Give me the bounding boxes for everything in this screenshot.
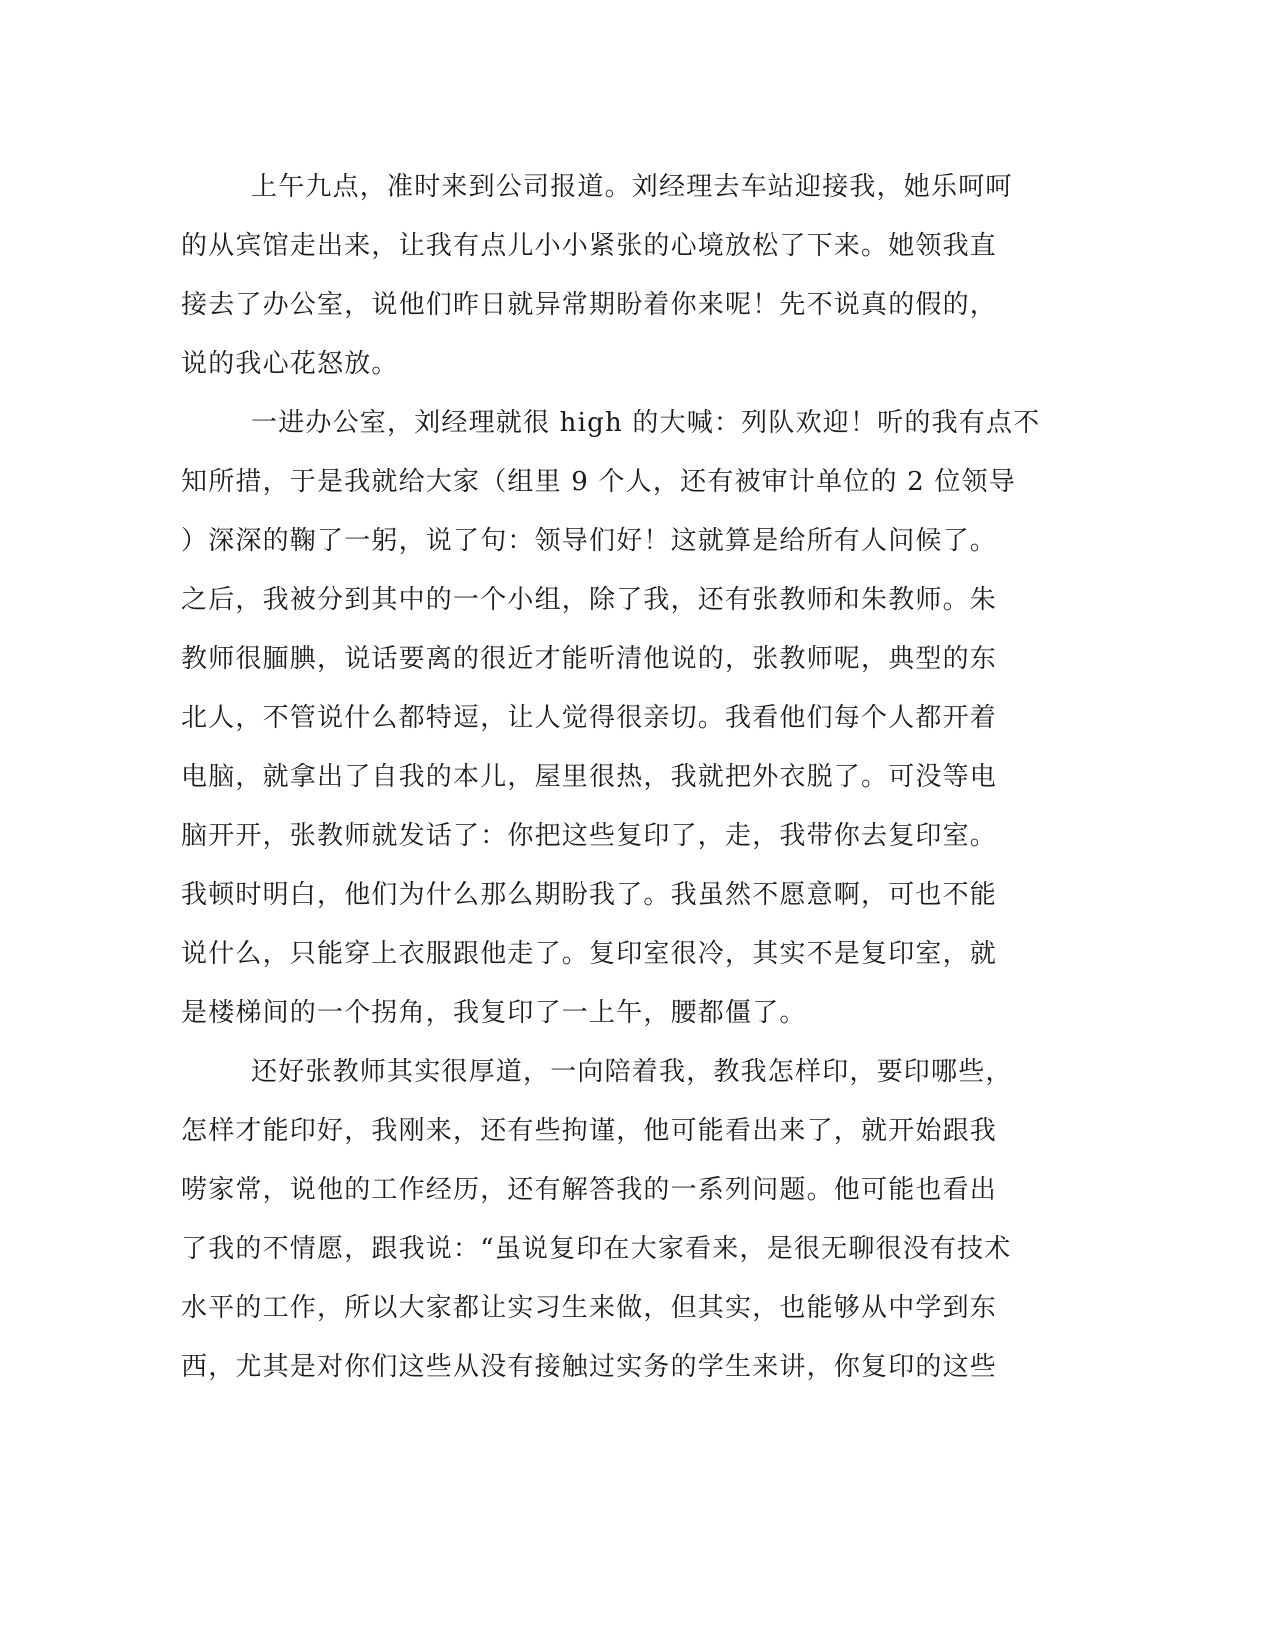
- text-line: 接去了办公室，说他们昨日就异常期盼着你来呢！先不说真的假的，: [181, 290, 998, 320]
- text-line: 了我的不情愿，跟我说：“虽说复印在大家看来，是很无聊很没有技术: [181, 1234, 1012, 1264]
- text-line: 说的我心花怒放。: [181, 349, 399, 379]
- text-line: 是楼梯间的一个拐角，我复印了一上午，腰都僵了。: [181, 998, 807, 1028]
- text-line: 说什么，只能穿上衣服跟他走了。复印室很冷，其实不是复印室，就: [181, 939, 998, 969]
- text-line: 北人，不管说什么都特逗，让人觉得很亲切。我看他们每个人都开着: [181, 703, 998, 733]
- body-text: [181, 158, 1041, 1397]
- text-line: 一进办公室，刘经理就很 high 的大喊：列队欢迎！听的我有点不: [251, 408, 1041, 438]
- text-line: 之后，我被分到其中的一个小组，除了我，还有张教师和朱教师。朱: [181, 585, 998, 615]
- text-line: 我顿时明白，他们为什么那么期盼我了。我虽然不愿意啊，可也不能: [181, 880, 998, 910]
- text-line: 脑开开，张教师就发话了：你把这些复印了，走，我带你去复印室。: [181, 821, 998, 851]
- text-line: 知所措，于是我就给大家（组里 9 个人，还有被审计单位的 2 位领导: [181, 467, 1016, 497]
- text-line: 还好张教师其实很厚道，一向陪着我，教我怎样印，要印哪些，: [251, 1057, 1013, 1087]
- text-line: ）深深的鞠了一躬，说了句：领导们好！这就算是给所有人问候了。: [181, 526, 998, 556]
- text-line: 上午九点，准时来到公司报道。刘经理去车站迎接我，她乐呵呵: [251, 172, 1013, 202]
- text-line: 水平的工作，所以大家都让实习生来做，但其实，也能够从中学到东: [181, 1293, 998, 1323]
- text-line: 教师很腼腆，说话要离的很近才能听清他说的，张教师呢，典型的东: [181, 644, 998, 674]
- text-line: 唠家常，说他的工作经历，还有解答我的一系列问题。他可能也看出: [181, 1175, 998, 1205]
- text-line: 的从宾馆走出来，让我有点儿小小紧张的心境放松了下来。她领我直: [181, 231, 998, 261]
- text-line: 怎样才能印好，我刚来，还有些拘谨，他可能看出来了，就开始跟我: [181, 1116, 998, 1146]
- text-line: 西，尤其是对你们这些从没有接触过实务的学生来讲，你复印的这些: [181, 1352, 998, 1382]
- text-line: 电脑，就拿出了自我的本儿，屋里很热，我就把外衣脱了。可没等电: [181, 762, 998, 792]
